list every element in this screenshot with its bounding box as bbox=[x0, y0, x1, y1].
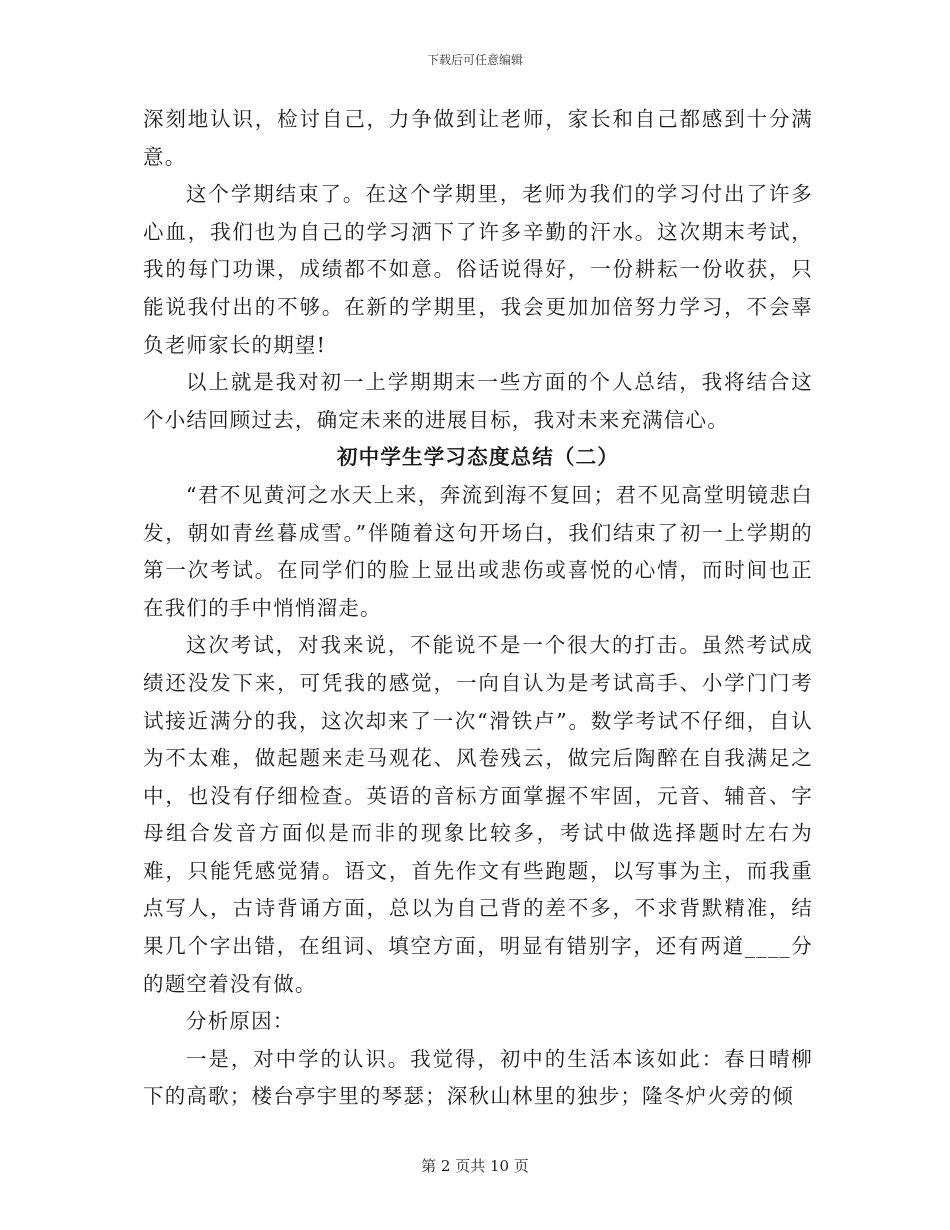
paragraph-continuation: 深刻地认识，检讨自己，力争做到让老师，家长和自己都感到十分满意。 bbox=[143, 107, 813, 169]
paragraph-analysis-label: 分析原因： bbox=[186, 1009, 295, 1034]
section-heading: 初中学生学习态度总结（二） bbox=[336, 445, 620, 470]
page-number: 第 2 页共 10 页 bbox=[421, 1157, 529, 1175]
paragraph-summary-conclusion: 以上就是我对初一上学期期末一些方面的个人总结，我将结合这个小结回顾过去，确定未来的进展目标，我对未来充满信心。 bbox=[143, 370, 813, 432]
paragraph-opening-poem: “君不见黄河之水天上来，奔流到海不复回；君不见高堂明镜悲白发，朝如青丝暮成雪。”伴随着这句开场白，我们结束了初一上学期的第一次考试。在同学们的脸上显出或悲伤或喜悦的心情，而时间也正在我们的手中悄悄溜走。 bbox=[143, 482, 813, 620]
paragraph-semester-end: 这个学期结束了。在这个学期里，老师为我们的学习付出了许多心血，我们也为自己的学习洒下了许多辛勤的汗水。这次期末考试，我的每门功课，成绩都不如意。俗话说得好，一份耕耘一份收获，只能说我付出的不够。在新的学期里，我会更加加倍努力学习，不会辜负老师家长的期望! bbox=[143, 182, 813, 357]
document-body bbox=[143, 101, 813, 1116]
paragraph-reason-one: 一是，对中学的认识。我觉得，初中的生活本该如此：春日晴柳下的高歌；楼台亭宇里的琴瑟；深秋山林里的独步；隆冬炉火旁的倾 bbox=[143, 1046, 813, 1109]
paragraph-exam-reflection: 这次考试，对我来说，不能说不是一个很大的打击。虽然考试成绩还没发下来，可凭我的感觉，一向自认为是考试高手、小学门门考试接近满分的我，这次却来了一次“滑铁卢”。数学考试不仔细，自认为不太难，做起题来走马观花、风卷残云，做完后陶醉在自我满足之中，也没有仔细检查。英语的音标方面掌握不牢固，元音、辅音、字母组合发音方面似是而非的现象比较多，考试中做选择题时左右为难，只能凭感觉猜。语文，首先作文有些跑题，以写事为主，而我重点写人，古诗背诵方面，总以为自己背的差不多，不求背默精准，结果几个字出错，在组词、填空方面，明显有错别字，还有两道____分的题空着没有做。 bbox=[143, 633, 813, 996]
page-header-note: 下载后可任意编辑 bbox=[426, 53, 523, 67]
